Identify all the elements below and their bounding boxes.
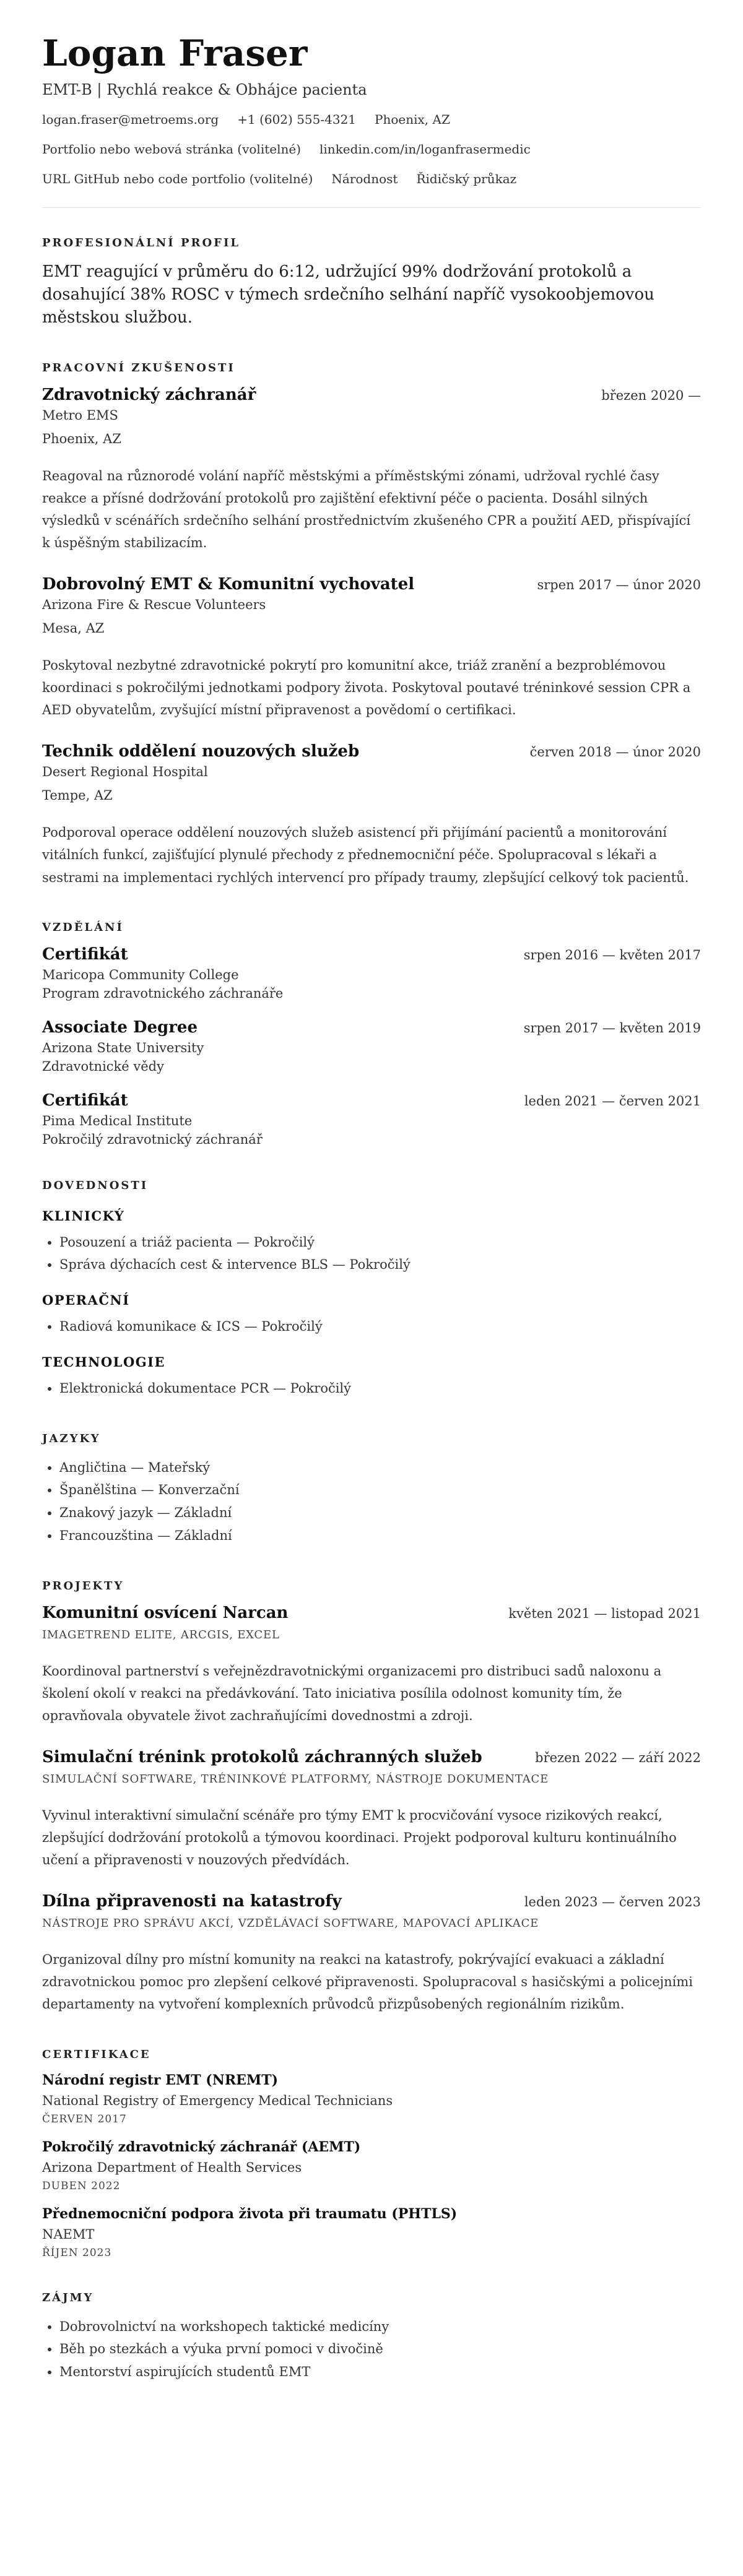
project-entry-head xyxy=(42,1748,701,1766)
education-entry xyxy=(42,945,701,1001)
projects-section-title: PROJEKTY xyxy=(42,1579,124,1593)
skill-list xyxy=(42,1315,701,1338)
project-date: květen 2021 — listopad 2021 xyxy=(508,1606,701,1621)
candidate-name: Logan Fraser xyxy=(42,32,308,74)
contact-location: Phoenix, AZ xyxy=(375,111,450,127)
job-description: Reagoval na různorodé volání napříč městskými a příměstskými zónami, udržoval rychlé časy reakce a přísné dodržování protokolů pro zajištění efektivní péče o pacienta. Dosáhl silných výsledků v scénářích srdečního selhání prostřednictvím zkušeného CPR a použití AED, přispívající k úspěšným stabilizacím. xyxy=(42,468,691,550)
skill-category-title: TECHNOLOGIE xyxy=(42,1354,165,1370)
work-section xyxy=(42,361,701,889)
language-item: • Znakový jazyk — Základní xyxy=(59,1502,701,1524)
project-entry-head xyxy=(42,1892,701,1911)
profile-section-title: PROFESIONÁLNÍ PROFIL xyxy=(42,236,241,249)
job-employer: Metro EMS xyxy=(42,407,118,423)
job-date: srpen 2017 — únor 2020 xyxy=(537,577,701,592)
school-name: Arizona State University xyxy=(42,1040,204,1055)
job-employer: Desert Regional Hospital xyxy=(42,764,208,780)
contact-license: Řidičský průkaz xyxy=(416,171,517,186)
skill-category-title: OPERAČNÍ xyxy=(42,1292,130,1308)
skills-section-title: DOVEDNOSTI xyxy=(42,1178,149,1192)
contact-row-extra xyxy=(42,171,701,186)
job-location: Phoenix, AZ xyxy=(42,431,121,446)
program-name: Pokročilý zdravotnický záchranář xyxy=(42,1131,263,1147)
education-date: srpen 2016 — květen 2017 xyxy=(523,947,701,962)
certifications-section-title: CERTIFIKACE xyxy=(42,2047,151,2061)
certification-name: Pokročilý zdravotnický záchranář (AEMT) xyxy=(42,2138,361,2155)
projects-section xyxy=(42,1580,701,2016)
skill-item: • Radiová komunikace & ICS — Pokročilý xyxy=(59,1315,701,1338)
job-description: Poskytoval nezbytné zdravotnické pokrytí pro komunitní akce, triáž zranění a bezproblémovou koordinaci s pokročilými jednotkami podpory života. Poskytoval poutavé tréninkové session CPR a AED obyvatelům, zvyšující místní připravenost a povědomí o certifikaci. xyxy=(42,657,691,718)
interest-list xyxy=(42,2315,701,2384)
education-entry xyxy=(42,1091,701,1147)
school-name: Pima Medical Institute xyxy=(42,1113,193,1128)
skill-item: • Posouzení a triáž pacienta — Pokročilý xyxy=(59,1231,701,1254)
certification-date: ČERVEN 2017 xyxy=(42,2112,127,2125)
project-date: březen 2022 — září 2022 xyxy=(535,1750,701,1765)
work-entry-head xyxy=(42,386,701,404)
education-entry-head xyxy=(42,945,701,964)
job-employer: Arizona Fire & Rescue Volunteers xyxy=(42,597,266,612)
program-name: Program zdravotnického záchranáře xyxy=(42,985,284,1001)
education-section xyxy=(42,921,701,1147)
language-list xyxy=(42,1456,701,1547)
certification-entry xyxy=(42,2072,701,2125)
education-entry-head xyxy=(42,1018,701,1037)
language-item: • Francouzština — Základní xyxy=(59,1524,701,1547)
language-item: • Angličtina — Mateřský xyxy=(59,1456,701,1479)
job-location: Tempe, AZ xyxy=(42,788,113,803)
certification-issuer: National Registry of Emergency Medical Technicians xyxy=(42,2093,393,2108)
contact-linkedin[interactable]: linkedin.com/in/loganfrasermedic xyxy=(319,141,531,157)
degree-title: Associate Degree xyxy=(42,1018,198,1037)
profile-section xyxy=(42,236,701,329)
job-date: březen 2020 — xyxy=(601,387,701,403)
certification-date: DUBEN 2022 xyxy=(42,2179,121,2192)
contact-row-primary xyxy=(42,112,701,127)
degree-title: Certifikát xyxy=(42,944,128,964)
project-description: Vyvinul interaktivní simulační scénáře pro týmy EMT k procvičování vysoce rizikových reakcí, zlepšující dodržování protokolů a týmovou koordinaci. Projekt podporoval kulturu kontinuálního učení a připravenosti v nouzových předvídách. xyxy=(42,1807,677,1868)
interest-item: • Dobrovolnictví na workshopech taktické medicíny xyxy=(59,2315,701,2338)
job-title: Zdravotnický záchranář xyxy=(42,385,256,404)
job-title: Dobrovolný EMT & Komunitní vychovatel xyxy=(42,574,415,594)
skill-item: • Správa dýchacích cest & intervence BLS — Pokročilý xyxy=(59,1253,701,1276)
education-section-title: VZDĚLÁNÍ xyxy=(42,920,124,934)
header-divider xyxy=(42,207,701,208)
education-date: leden 2021 — červen 2021 xyxy=(524,1093,701,1109)
project-tech: IMAGETREND ELITE, ARCGIS, EXCEL xyxy=(42,1628,280,1641)
job-description: Podporoval operace oddělení nouzových služeb asistencí při přijímání pacientů a monitorování vitálních funkcí, zajišťující plynulé přechody z přednemocniční péče. Spolupracoval s lékaři a sestrami na implementaci rychlých intervencí pro případy traumy, zlepšující celkový tok pacientů. xyxy=(42,825,689,885)
school-name: Maricopa Community College xyxy=(42,967,239,982)
certifications-section xyxy=(42,2048,701,2259)
work-entry xyxy=(42,742,701,888)
project-date: leden 2023 — červen 2023 xyxy=(524,1895,701,1910)
job-date: červen 2018 — únor 2020 xyxy=(529,745,701,760)
interests-section xyxy=(42,2291,701,2384)
contact-row-links xyxy=(42,142,701,157)
project-title: Dílna připravenosti na katastrofy xyxy=(42,1892,342,1911)
work-entry-head xyxy=(42,575,701,594)
education-entry-head xyxy=(42,1091,701,1110)
interest-item: • Mentorství aspirujících studentů EMT xyxy=(59,2361,701,2384)
language-item: • Španělština — Konverzační xyxy=(59,1479,701,1502)
skill-list xyxy=(42,1377,701,1400)
certification-issuer: Arizona Department of Health Services xyxy=(42,2159,302,2175)
certification-name: Národní registr EMT (NREMT) xyxy=(42,2072,279,2088)
work-entry xyxy=(42,386,701,554)
skill-category-title: KLINICKÝ xyxy=(42,1208,125,1224)
certification-issuer: NAEMT xyxy=(42,2226,95,2242)
contact-phone[interactable]: +1 (602) 555-4321 xyxy=(237,111,357,127)
program-name: Zdravotnické vědy xyxy=(42,1058,164,1074)
project-description: Organizoval dílny pro místní komunity na reakci na katastrofy, pokrývající evakuaci a základní zdravotnickou pomoc pro zlepšení celkové připravenosti. Spolupracoval s hasičskými a policejními departamenty na vytvoření komplexních průvodců přizpůsobených regionálním rizikům. xyxy=(42,1952,693,2012)
interests-section-title: ZÁJMY xyxy=(42,2291,94,2304)
profile-text: EMT reagující v průměru do 6:12, udržující 99% dodržování protokolů a dosahující 38% ROSC v týmech srdečního selhání napříč vysokoobjemovou městskou službou. xyxy=(42,262,654,327)
job-title: Technik oddělení nouzových služeb xyxy=(42,742,360,761)
certification-date: ŘÍJEN 2023 xyxy=(42,2246,112,2259)
contact-email[interactable]: logan.fraser@metroems.org xyxy=(42,111,219,127)
work-entry xyxy=(42,575,701,721)
project-title: Komunitní osvícení Narcan xyxy=(42,1603,289,1622)
project-description: Koordinoval partnerství s veřejnězdravotnickými organizacemi pro distribuci sadů naloxonu a školení okolí v reakci na předávkování. Tato iniciativa posílila odolnost komunity tím, že opravňovala obyvatele život zachraňujícími dovednostmi a zdroji. xyxy=(42,1663,662,1723)
certification-entry xyxy=(42,2206,701,2259)
interest-item: • Běh po stezkách a výuka první pomoci v divočině xyxy=(59,2338,701,2361)
resume-header xyxy=(42,34,701,186)
project-tech: NÁSTROJE PRO SPRÁVU AKCÍ, VZDĚLÁVACÍ SOFTWARE, MAPOVACÍ APLIKACE xyxy=(42,1917,539,1930)
contact-portfolio[interactable]: Portfolio nebo webová stránka (volitelné) xyxy=(42,141,302,157)
certification-name: Přednemocniční podpora života při traumatu (PHTLS) xyxy=(42,2205,458,2222)
work-entry-head xyxy=(42,742,701,761)
project-entry xyxy=(42,1604,701,1727)
languages-section-title: JAZYKY xyxy=(42,1432,101,1445)
project-title: Simulační trénink protokolů záchranných služeb xyxy=(42,1747,482,1766)
degree-title: Certifikát xyxy=(42,1091,128,1110)
work-section-title: PRACOVNÍ ZKUŠENOSTI xyxy=(42,361,235,374)
project-entry xyxy=(42,1892,701,2015)
certification-entry xyxy=(42,2139,701,2192)
skill-item: • Elektronická dokumentace PCR — Pokročilý xyxy=(59,1377,701,1400)
education-date: srpen 2017 — květen 2019 xyxy=(523,1020,701,1035)
contact-nationality: Národnost xyxy=(331,171,398,186)
job-location: Mesa, AZ xyxy=(42,620,105,636)
project-entry xyxy=(42,1748,701,1871)
contact-github[interactable]: URL GitHub nebo code portfolio (volitelné) xyxy=(42,171,313,186)
education-entry xyxy=(42,1018,701,1074)
project-tech: SIMULAČNÍ SOFTWARE, TRÉNINKOVÉ PLATFORMY, NÁSTROJE DOKUMENTACE xyxy=(42,1772,549,1786)
skill-list xyxy=(42,1231,701,1277)
project-entry-head xyxy=(42,1604,701,1622)
languages-section xyxy=(42,1432,701,1547)
skills-section xyxy=(42,1179,701,1400)
candidate-headline: EMT-B | Rychlá reakce & Obhájce pacienta xyxy=(42,80,367,98)
